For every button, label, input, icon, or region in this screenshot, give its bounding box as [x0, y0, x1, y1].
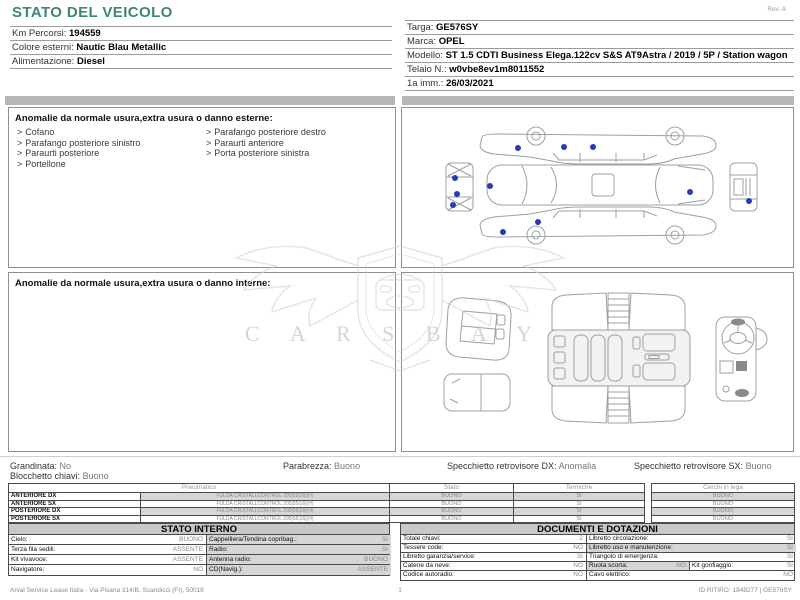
vehicle-summary-left: [10, 26, 392, 69]
table-row: Kit vivavoce: ASSENTE Antenna radio: BUONO: [9, 555, 389, 565]
stato-interno-table: [8, 523, 390, 576]
table-cell: BUONO: [652, 507, 794, 515]
internal-anomalies-panel: [8, 272, 396, 452]
table-cell: BUONO: [652, 515, 794, 523]
table-row: ANTERIORE DX FULDA CRISTALLCONTROL 205|55|16|(H) BUONO SI: [9, 492, 644, 500]
field-modello: Modello: ST 1.5 CDTI Business Elega.122cv S&S AT9Astra / 2019 / 5P / Station wagon: [405, 49, 794, 63]
table-row: Cielo: BUONO Cappelliera/Tendina copribag.: SI: [9, 535, 389, 545]
field-targa-value: GE576SY: [436, 22, 479, 33]
footer-address: Arval Service Lease Italia - Via Pisana 314/B, Scandicci (FI), 50018: [10, 587, 204, 594]
field-telaio: Telaio N.: w0vbe8ev1m8011552: [405, 63, 794, 77]
trunk-floor-view: [444, 374, 510, 411]
list-item: > Parafango posteriore destro: [206, 127, 326, 137]
field-targa: Targa: GE576SY: [405, 21, 794, 35]
top-view: [487, 165, 713, 205]
field-telaio-value: w0vbe8ev1m8011552: [449, 64, 545, 75]
damage-dot-icon: [500, 229, 506, 235]
table-row: Tessere code: NO Libretto uso e manutenzione: SI: [401, 544, 794, 553]
damage-dot-icon: [590, 144, 596, 150]
section-divider-bar-left: [5, 96, 395, 105]
col-cerchi: Cerchi in lega: [703, 484, 743, 491]
alloy-wheels-table: [651, 483, 795, 523]
field-modello-value: ST 1.5 CDTI Business Elega.122cv S&S AT9Astra / 2019 / 5P / Station wagon: [445, 50, 788, 61]
external-anomalies-list: [9, 127, 395, 169]
table-row: Navigatore: NO CD(Navig.): ASSENTE: [9, 565, 389, 575]
field-prima-imm-value: 26/03/2021: [446, 78, 494, 89]
stato-interno-title: STATO INTERNO: [9, 524, 389, 535]
damage-dot-icon: [515, 145, 521, 151]
watermark-text: C A R S B A Y: [244, 321, 546, 346]
field-alimentazione: Alimentazione: Diesel: [10, 55, 392, 69]
table-row: ANTERIORE SX FULDA CRISTALLCONTROL 205|55|16|(H) BUONO SI: [9, 500, 644, 508]
cabin-view: [548, 293, 690, 423]
field-km: Km Percorsi: 194559: [10, 27, 392, 41]
vehicle-summary-right: [405, 20, 794, 91]
status-blocchetto-chiavi: Blocchetto chiavi: Buono: [10, 471, 109, 481]
footer-page-number: 1: [398, 587, 402, 594]
page-title: STATO DEL VEICOLO: [12, 4, 173, 21]
status-divider: [0, 456, 800, 457]
col-pneumatico: Pneumatico: [9, 484, 390, 492]
list-item: > Portellone: [17, 158, 66, 169]
table-row: Catene da neve: NO Ruota scorta: NO Kit gonfiaggio: SI: [403, 562, 793, 569]
damage-dot-icon: [535, 219, 541, 225]
documenti-table: [400, 523, 795, 581]
col-stato: Stato: [390, 484, 514, 492]
damage-dot-icon: [454, 191, 460, 197]
footer-id-ritiro: ID RITIRO: 1848277 | GE576SY: [698, 587, 792, 594]
trunk-view: [446, 298, 511, 360]
table-cell: BUONO: [652, 492, 794, 500]
field-marca-value: OPEL: [438, 36, 465, 47]
table-row: Codice autoradio: NO Cavo elettrico: NO: [403, 571, 793, 578]
tyre-table-header: [9, 484, 644, 492]
field-alimentazione-value: Diesel: [76, 56, 105, 67]
status-parabrezza: Parabrezza: Buono: [283, 461, 361, 471]
table-row: POSTERIORE DX FULDA CRISTALLCONTROL 205|55|16|(H) BUONO SI: [9, 507, 644, 515]
list-item: > Cofano: [17, 127, 55, 137]
field-prima-imm: 1a imm.: 26/03/2021: [405, 77, 794, 91]
external-anomalies-title: Anomalie da normale usura,extra usura o danno esterne:: [15, 113, 273, 124]
damage-dot-icon: [746, 198, 752, 204]
col-termiche: Termiche: [565, 484, 593, 491]
table-row: Libretto garanzia/service: SI Triangolo di emergenza: SI: [403, 553, 793, 560]
table-row: POSTERIORE SX FULDA CRISTALLCONTROL 205|55|16|(H) BUONO SI: [9, 515, 644, 523]
table-row: Totale chiavi: 2 Libretto circolazione: SI: [403, 535, 793, 542]
damage-dot-icon: [687, 189, 693, 195]
field-colore-value: Nautic Blau Metallic: [76, 42, 167, 53]
car-exterior-diagram: [402, 108, 793, 267]
tyre-table: [8, 483, 645, 523]
status-grandinata: Grandinata: No: [10, 461, 72, 471]
rear-bumper-view: [730, 163, 757, 211]
interior-diagram-panel: [401, 272, 794, 452]
list-item: > Paraurti posteriore: [17, 148, 100, 158]
list-item: > Porta posteriore sinistra: [206, 148, 310, 158]
field-colore: Colore esterni: Nautic Blau Metallic: [10, 41, 392, 55]
damage-dot-icons: [450, 144, 752, 235]
exterior-diagram-panel: [401, 107, 794, 268]
list-item: > Parafango posteriore sinistro: [17, 137, 141, 148]
list-item: > Paraurti anteriore: [206, 137, 284, 148]
side-view: [480, 207, 716, 244]
damage-dot-icon: [450, 202, 456, 208]
table-row: Terza fila sedili: ASSENTE Radio: SI: [9, 545, 389, 555]
section-divider-bar-right: [402, 96, 794, 105]
internal-anomalies-title: Anomalie da normale usura,extra usura o danno interne:: [15, 278, 271, 289]
field-km-value: 194559: [69, 28, 101, 39]
external-anomalies-panel: [8, 107, 396, 268]
damage-dot-icon: [487, 183, 493, 189]
car-interior-diagram: [402, 273, 793, 451]
documenti-title: DOCUMENTI E DOTAZIONI: [401, 524, 794, 535]
status-specchietto-dx: Specchietto retrovisore DX: Anomalia: [447, 461, 597, 471]
damage-dot-icon: [561, 144, 567, 150]
revision-label: Rev. A: [767, 6, 786, 13]
table-cell: BUONO: [652, 500, 794, 508]
status-specchietto-sx: Specchietto retrovisore SX: Buono: [634, 461, 772, 471]
dashboard-view: [716, 317, 767, 401]
damage-dot-icon: [452, 175, 458, 181]
field-marca: Marca: OPEL: [405, 35, 794, 49]
front-bumper-view: [446, 163, 473, 211]
